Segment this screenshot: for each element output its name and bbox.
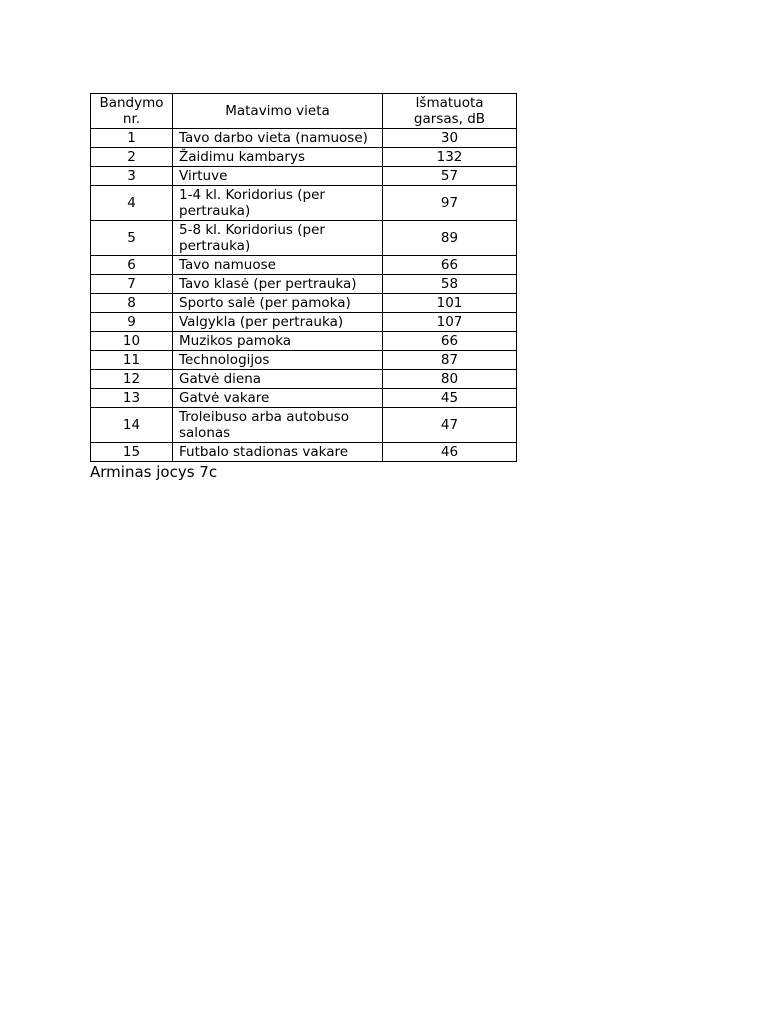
measurements-table	[90, 93, 517, 462]
table-row	[91, 256, 517, 275]
sound-value-cell: 58	[383, 275, 517, 294]
place-cell: Virtuve	[173, 167, 383, 186]
sound-value-cell: 47	[383, 408, 517, 443]
trial-number-cell: 6	[91, 256, 173, 275]
table-header-row	[91, 94, 517, 129]
trial-number-cell: 3	[91, 167, 173, 186]
sound-value-cell: 45	[383, 389, 517, 408]
trial-number-cell: 1	[91, 129, 173, 148]
place-cell: Žaidimu kambarys	[173, 148, 383, 167]
trial-number-cell: 4	[91, 186, 173, 221]
place-cell: Valgykla (per pertrauka)	[173, 313, 383, 332]
table-row	[91, 129, 517, 148]
author-caption: Arminas jocys 7c	[90, 463, 218, 481]
sound-value-cell: 87	[383, 351, 517, 370]
table-row	[91, 443, 517, 462]
trial-number-cell: 11	[91, 351, 173, 370]
sound-value-cell: 46	[383, 443, 517, 462]
trial-number-cell: 12	[91, 370, 173, 389]
table-row	[91, 370, 517, 389]
place-cell: Gatvė diena	[173, 370, 383, 389]
place-cell: Tavo namuose	[173, 256, 383, 275]
sound-value-cell: 132	[383, 148, 517, 167]
sound-value-cell: 97	[383, 186, 517, 221]
table-row	[91, 294, 517, 313]
place-cell: Futbalo stadionas vakare	[173, 443, 383, 462]
table-row	[91, 389, 517, 408]
sound-value-cell: 107	[383, 313, 517, 332]
trial-number-cell: 14	[91, 408, 173, 443]
place-cell: Sporto salė (per pamoka)	[173, 294, 383, 313]
table-row	[91, 167, 517, 186]
trial-number-cell: 13	[91, 389, 173, 408]
trial-number-cell: 5	[91, 221, 173, 256]
place-cell: 1-4 kl. Koridorius (per pertrauka)	[173, 186, 383, 221]
sound-value-cell: 66	[383, 332, 517, 351]
place-cell: Technologijos	[173, 351, 383, 370]
trial-number-cell: 8	[91, 294, 173, 313]
header-measured-sound: Išmatuota garsas, dB	[383, 94, 517, 129]
table-row	[91, 148, 517, 167]
trial-number-cell: 2	[91, 148, 173, 167]
table-row	[91, 332, 517, 351]
trial-number-cell: 15	[91, 443, 173, 462]
document-page	[90, 93, 517, 481]
sound-value-cell: 89	[383, 221, 517, 256]
place-cell: Tavo klasė (per pertrauka)	[173, 275, 383, 294]
place-cell: Tavo darbo vieta (namuose)	[173, 129, 383, 148]
table-row	[91, 351, 517, 370]
trial-number-cell: 7	[91, 275, 173, 294]
sound-value-cell: 30	[383, 129, 517, 148]
sound-value-cell: 101	[383, 294, 517, 313]
sound-value-cell: 66	[383, 256, 517, 275]
place-cell: 5-8 kl. Koridorius (per pertrauka)	[173, 221, 383, 256]
table-row	[91, 221, 517, 256]
place-cell: Muzikos pamoka	[173, 332, 383, 351]
place-cell: Troleibuso arba autobuso salonas	[173, 408, 383, 443]
table-row	[91, 313, 517, 332]
table-row	[91, 408, 517, 443]
trial-number-cell: 9	[91, 313, 173, 332]
header-measurement-place: Matavimo vieta	[173, 94, 383, 129]
place-cell: Gatvė vakare	[173, 389, 383, 408]
trial-number-cell: 10	[91, 332, 173, 351]
table-row	[91, 275, 517, 294]
sound-value-cell: 80	[383, 370, 517, 389]
table-row	[91, 186, 517, 221]
header-trial-number: Bandymo nr.	[91, 94, 173, 129]
sound-value-cell: 57	[383, 167, 517, 186]
